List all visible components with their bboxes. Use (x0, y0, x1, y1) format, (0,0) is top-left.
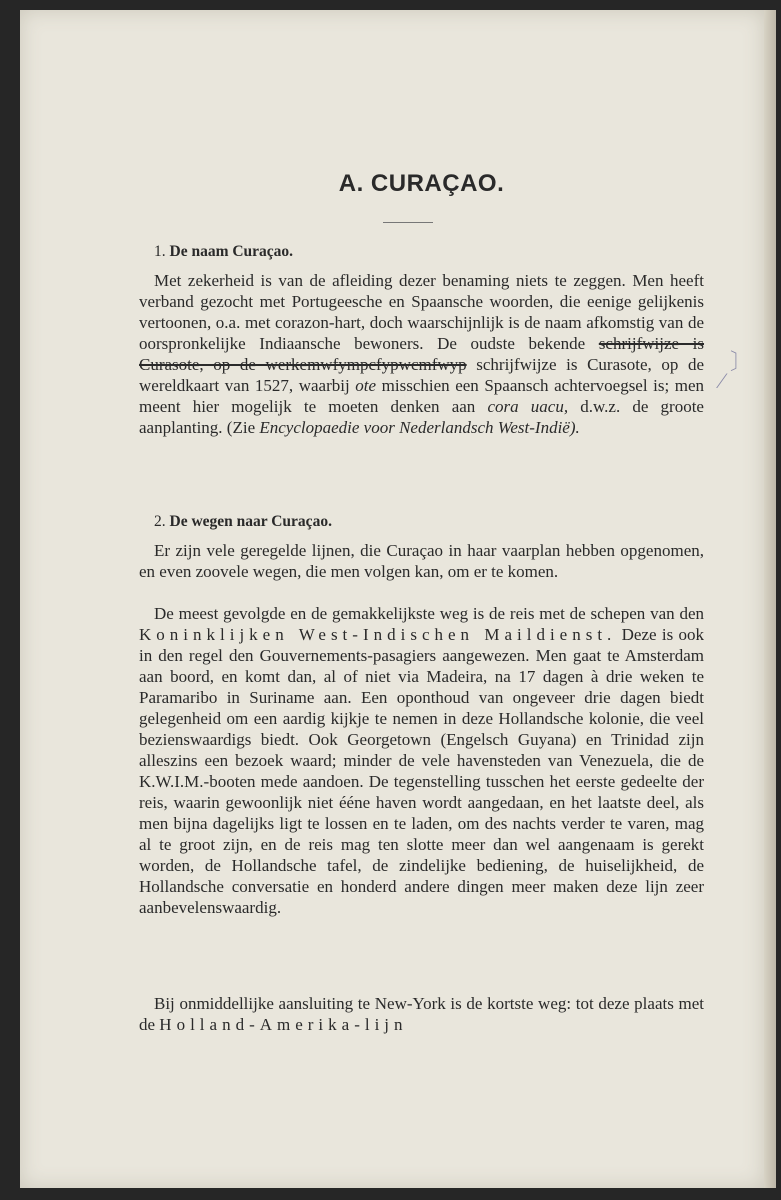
italic-term-ote: ote (355, 376, 377, 395)
section-1-heading (154, 243, 293, 261)
section-2-paragraph-2 (139, 603, 704, 918)
section-2-paragraph-3 (139, 993, 704, 1035)
section-1-text-d: d.w.z. de groote aanplanting. (Zie (139, 397, 704, 437)
section-2-text-1: Er zijn vele geregelde lijnen, die Curaçao in haar vaarplan hebben opgenomen, en even zoovele wegen, die men volgen kan, om er te komen. (139, 541, 704, 581)
section-1-text-b: schrijfwijze is Curasote, op de wereldkaart van 1527, waarbij (139, 355, 705, 395)
section-2-number: 2. (154, 513, 166, 530)
spaced-line-name: Holland-Amerika-lijn (159, 1015, 408, 1034)
italic-encyclopaedie: Encyclopaedie voor Nederlandsch West-Indië). (259, 418, 580, 437)
section-2-heading (154, 513, 332, 531)
spaced-company-name: Koninklijken West-Indischen Maildienst. (139, 625, 617, 644)
section-2-text-2a: De meest gevolgde en de gemakkelijkste weg is de reis met de schepen van den (154, 604, 704, 623)
section-1-number: 1. (154, 243, 166, 260)
struck-through-line: schrijfwijze is Curasote, op de werkemwfympcfypwcmfwyp (139, 334, 705, 374)
title-divider (383, 222, 433, 223)
margin-pencil-stroke: ⁄ (720, 368, 724, 393)
section-2-text-3a: Bij onmiddellijke aansluiting te New-York is de kortste weg: tot deze plaats met de (139, 994, 704, 1034)
section-1-title: De naam Curaçao. (169, 243, 294, 260)
section-1-text-a: Met zekerheid is van de afleiding dezer benaming niets te zeggen. Men heeft verband gezocht met Portugeesche en Spaansche woorden, die eenige gelijkenis vertoonen, o.a. met corazon-hart, doch waarschijnlijk is de naam afkomstig van de oorspronkelijke Indiaansche bewoners. De oudste bekende (139, 271, 704, 353)
section-2-paragraph-1 (139, 540, 704, 582)
margin-pencil-mark: 〕 (730, 349, 753, 374)
chapter-title: A. CURAÇAO. (338, 170, 505, 197)
section-2-title: De wegen naar Curaçao. (169, 513, 332, 530)
page-edge (764, 10, 776, 1188)
italic-term-cora-uacu: cora uacu, (487, 397, 569, 416)
section-1-text-c: misschien een Spaansch achtervoegsel is; men meent hier mogelijk te moeten denken aan (139, 376, 705, 416)
section-1-paragraph (139, 270, 704, 438)
section-2-text-2b: Deze is ook in den regel den Gouvernements-pasagiers aangewezen. Men gaat te Amsterdam aan boord, en komt dan, al of niet via Madeira, na 17 dagen à drie weken te Paramaribo in Suriname aan. Een oponthoud van ongeveer drie dagen biedt gelegenheid om een aardig kijkje te nemen in deze Hollandsche kolonie, die veel bezienswaardigs biedt. Ook Georgetown (Engelsch Guyana) en Trinidad zijn alleszins een bezoek waard; minder de vele havensteden van Venezuela, die de K.W.I.M.-booten mede aandoen. De tegenstelling tusschen het eerste gedeelte der reis, waarin gewoonlijk niet ééne haven wordt aangedaan, en het laatste deel, als men bijna dagelijks ligt te lossen en te laden, om des nachts verder te varen, mag al te groot zijn, en de reis mag ten slotte meer dan wel aangenaam is gerekt worden, de Hollandsche tafel, de zindelijke bediening, de huiselijkheid, de Hollandsche conversatie en honderd andere dingen meer maken deze lijn zeer aanbevelenswaardig. (139, 625, 704, 917)
